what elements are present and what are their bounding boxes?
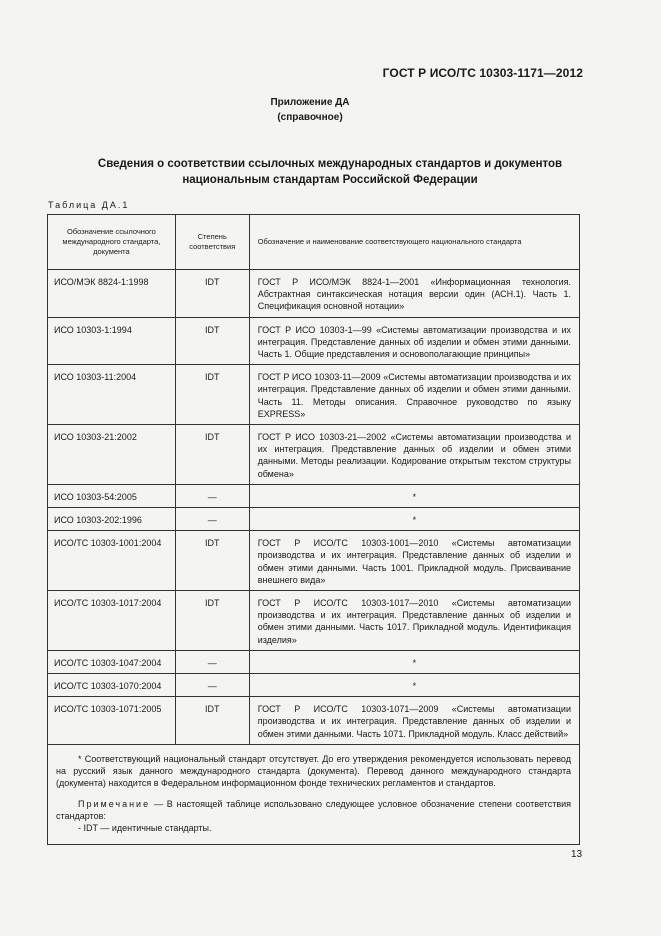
reference-cell: ИСО 10303-11:2004 <box>48 365 176 425</box>
national-standard-cell: * <box>249 484 579 507</box>
table-row <box>48 425 580 485</box>
degree-cell: IDT <box>175 697 249 745</box>
reference-cell: ИСО/МЭК 8824-1:1998 <box>48 270 176 318</box>
degree-cell: IDT <box>175 425 249 485</box>
table-row <box>48 270 580 318</box>
column-header-reference: Обозначение ссылочного международного стандарта, документа <box>48 215 176 270</box>
table-label: Таблица ДА.1 <box>48 200 130 210</box>
degree-cell: IDT <box>175 317 249 365</box>
note-text: — В настоящей таблице использовано следующее условное обозначение степени соответствия стандартов: <box>56 798 571 821</box>
column-header-national: Обозначение и наименование соответствующего национального стандарта <box>249 215 579 270</box>
reference-cell: ИСО/ТС 10303-1001:2004 <box>48 531 176 591</box>
degree-cell: — <box>175 508 249 531</box>
annex-status: (справочное) <box>277 112 343 123</box>
national-standard-cell: * <box>249 508 579 531</box>
national-standard-cell: * <box>249 674 579 697</box>
reference-cell: ИСО/ТС 10303-1047:2004 <box>48 650 176 673</box>
table-row <box>48 650 580 673</box>
national-standard-cell: * <box>249 650 579 673</box>
page-number: 13 <box>571 849 583 860</box>
national-standard-cell: ГОСТ Р ИСО 10303-21—2002 «Системы автоматизации производства и их интеграция. Представление данных об изделии и обмен этими данными. Методы реализации. Кодирование открытым текстом структуры обмена» <box>249 425 579 485</box>
note-idt-definition: - IDT — идентичные стандарты. <box>78 822 212 833</box>
annex-heading <box>0 95 620 125</box>
reference-cell: ИСО 10303-1:1994 <box>48 317 176 365</box>
degree-cell: IDT <box>175 365 249 425</box>
table-notes <box>48 744 580 844</box>
degree-cell: IDT <box>175 531 249 591</box>
annex-title: Приложение ДА <box>270 97 350 108</box>
table-row <box>48 317 580 365</box>
table-row <box>48 674 580 697</box>
reference-cell: ИСО 10303-21:2002 <box>48 425 176 485</box>
degree-cell: IDT <box>175 591 249 651</box>
note-paragraph <box>56 798 571 822</box>
national-standard-cell: ГОСТ Р ИСО 10303-1—99 «Системы автоматизации производства и их интеграция. Представление данных об изделии и обмен этими данными. Часть 1. Общие представления и основополагающие принципы» <box>249 317 579 365</box>
table-notes-row <box>48 744 580 844</box>
correspondence-table <box>47 214 580 845</box>
annex-main-title <box>40 156 620 188</box>
title-line-1: Сведения о соответствии ссылочных международных стандартов и документов <box>97 158 563 170</box>
table-row <box>48 591 580 651</box>
table-row <box>48 697 580 745</box>
document-designation: ГОСТ Р ИСО/ТС 10303-1171—2012 <box>382 66 583 80</box>
national-standard-cell: ГОСТ Р ИСО/МЭК 8824-1—2001 «Информационная технология. Абстрактная синтаксическая нотация версии один (АСН.1). Часть 1. Спецификация основной нотации» <box>249 270 579 318</box>
national-standard-cell: ГОСТ Р ИСО/ТС 10303-1001—2010 «Системы автоматизации производства и их интеграция. Представление данных об изделии и обмен этими данными. Часть 1001. Прикладной модуль. Присваивание внешнего вида» <box>249 531 579 591</box>
degree-cell: — <box>175 650 249 673</box>
reference-cell: ИСО/ТС 10303-1070:2004 <box>48 674 176 697</box>
degree-cell: — <box>175 484 249 507</box>
table-row <box>48 484 580 507</box>
degree-cell: — <box>175 674 249 697</box>
column-header-degree: Степень соответствия <box>175 215 249 270</box>
national-standard-cell: ГОСТ Р ИСО 10303-11—2009 «Системы автоматизации производства и их интеграция. Представление данных об изделии и обмен этими данными. Часть 11. Методы описания. Справочное руководство по языку EXPRESS» <box>249 365 579 425</box>
reference-cell: ИСО 10303-54:2005 <box>48 484 176 507</box>
footnote: * Соответствующий национальный стандарт отсутствует. До его утверждения рекомендуется использовать перевод на русский язык данного международного стандарта (документа). Перевод данного международного стандарта (документа) находится в Федеральном информационном фонде технических регламентов и стандартов. <box>56 753 571 789</box>
table-header-row <box>48 215 580 270</box>
note-label: Примечание <box>78 798 151 809</box>
title-line-2: национальным стандартам Российской Федерации <box>182 174 478 186</box>
national-standard-cell: ГОСТ Р ИСО/ТС 10303-1017—2010 «Системы автоматизации производства и их интеграция. Представление данных об изделии и обмен этими данными. Часть 1017. Прикладной модуль. Идентификация изделия» <box>249 591 579 651</box>
national-standard-cell: ГОСТ Р ИСО/ТС 10303-1071—2009 «Системы автоматизации производства и их интеграция. Представление данных об изделии и обмен этими данными. Часть 1071. Прикладной модуль. Класс действий» <box>249 697 579 745</box>
reference-cell: ИСО/ТС 10303-1017:2004 <box>48 591 176 651</box>
table-row <box>48 365 580 425</box>
table-row <box>48 531 580 591</box>
reference-cell: ИСО/ТС 10303-1071:2005 <box>48 697 176 745</box>
degree-cell: IDT <box>175 270 249 318</box>
reference-cell: ИСО 10303-202:1996 <box>48 508 176 531</box>
table-row <box>48 508 580 531</box>
